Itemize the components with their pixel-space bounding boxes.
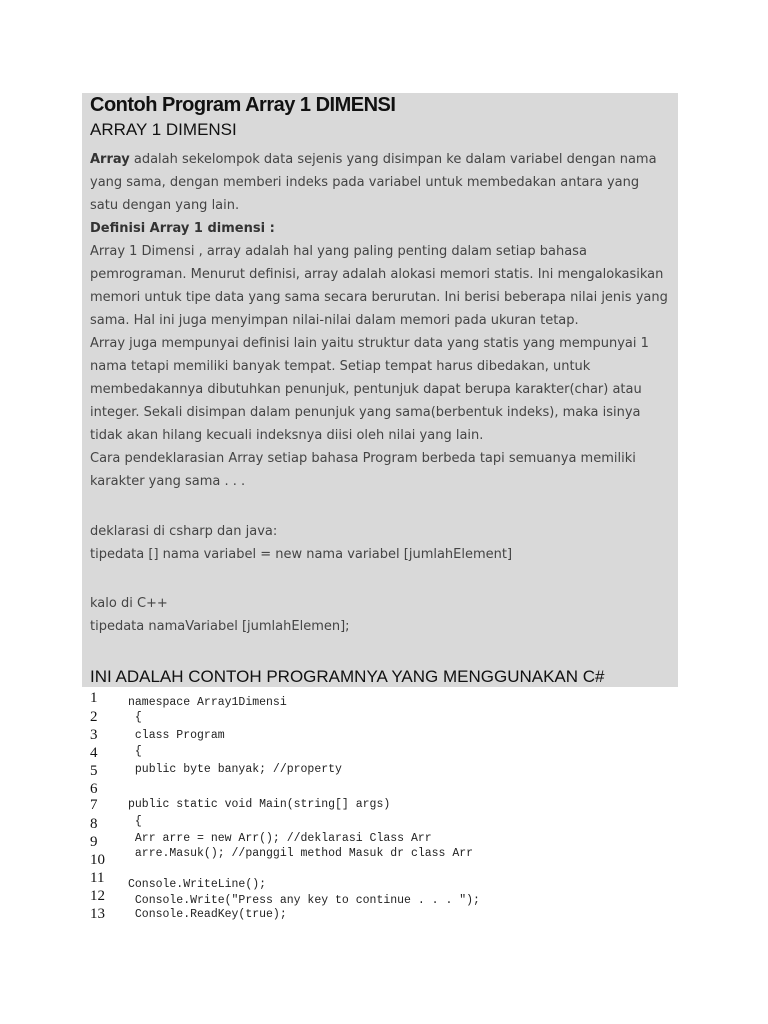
code-line: Console.ReadKey(true);	[128, 908, 287, 921]
paragraph-line: Array 1 Dimensi , array adalah hal yang paling penting dalam setiap bahasa	[90, 244, 587, 259]
section-subtitle: ARRAY 1 DIMENSI	[90, 120, 237, 139]
line-number: 7	[90, 797, 98, 813]
paragraph-line: membedakannya dibutuhkan penunjuk, pentunjuk dapat berupa karakter(char) atau	[90, 382, 642, 397]
code-line: {	[128, 711, 142, 724]
line-number: 13	[90, 906, 105, 922]
code-line: namespace Array1Dimensi	[128, 696, 287, 709]
paragraph-line: tipedata [] nama variabel = new nama variabel [jumlahElement]	[90, 547, 513, 562]
paragraph-line: yang sama, dengan memberi indeks pada variabel untuk membedakan antara yang	[90, 175, 640, 190]
paragraph-line: deklarasi di csharp dan java:	[90, 524, 278, 539]
paragraph-line: nama tetapi memiliki banyak tempat. Setiap tempat harus dibedakan, untuk	[90, 359, 591, 374]
line-number: 3	[90, 727, 98, 743]
page-title: Contoh Program Array 1 DIMENSI	[90, 94, 396, 116]
intro-bold-term: Array	[90, 152, 130, 167]
line-number: 4	[90, 745, 98, 761]
paragraph-line: tidak akan hilang kecuali indeksnya diisi oleh nilai yang lain.	[90, 428, 484, 443]
code-line: class Program	[128, 729, 225, 742]
code-heading: INI ADALAH CONTOH PROGRAMNYA YANG MENGGUNAKAN C#	[90, 667, 605, 686]
paragraph-line: memori untuk tipe data yang sama secara berurutan. Ini berisi beberapa nilai jenis yang	[90, 290, 668, 305]
paragraph-line: tipedata namaVariabel [jumlahElemen];	[90, 619, 350, 634]
paragraph-line: integer. Sekali disimpan dalam penunjuk yang sama(berbentuk indeks), maka isinya	[90, 405, 641, 420]
line-number: 12	[90, 888, 105, 904]
line-number: 10	[90, 852, 105, 868]
paragraph-line: Definisi Array 1 dimensi :	[90, 221, 275, 236]
line-number: 8	[90, 816, 98, 832]
line-number: 1	[90, 690, 98, 706]
code-line: Arr arre = new Arr(); //deklarasi Class Arr	[128, 832, 432, 845]
intro-text: adalah sekelompok data sejenis yang disimpan ke dalam variabel dengan nama	[129, 152, 657, 167]
line-number: 6	[90, 781, 98, 797]
code-line: public byte banyak; //property	[128, 763, 342, 776]
paragraph-line: karakter yang sama . . .	[90, 474, 246, 489]
code-line: {	[128, 745, 142, 758]
paragraph-line: Array juga mempunyai definisi lain yaitu struktur data yang statis yang mempunyai 1	[90, 336, 649, 351]
code-line: public static void Main(string[] args)	[128, 798, 391, 811]
paragraph-line: kalo di C++	[90, 596, 168, 611]
paragraph-line: pemrograman. Menurut definisi, array adalah alokasi memori statis. Ini mengalokasikan	[90, 267, 664, 282]
line-number: 2	[90, 709, 98, 725]
code-line: Console.WriteLine();	[128, 878, 267, 891]
line-number: 11	[90, 870, 105, 886]
line-number: 9	[90, 834, 98, 850]
code-line: {	[128, 815, 142, 828]
paragraph-line: Cara pendeklarasian Array setiap bahasa Program berbeda tapi semuanya memiliki	[90, 451, 636, 466]
line-number: 5	[90, 763, 98, 779]
paragraph-line: satu dengan yang lain.	[90, 198, 240, 213]
code-line: arre.Masuk(); //panggil method Masuk dr class Arr	[128, 847, 474, 860]
code-line: Console.Write("Press any key to continue . . . ");	[128, 894, 480, 907]
intro-line	[90, 152, 657, 168]
paragraph-line: sama. Hal ini juga menyimpan nilai-nilai dalam memori pada ukuran tetap.	[90, 313, 579, 328]
